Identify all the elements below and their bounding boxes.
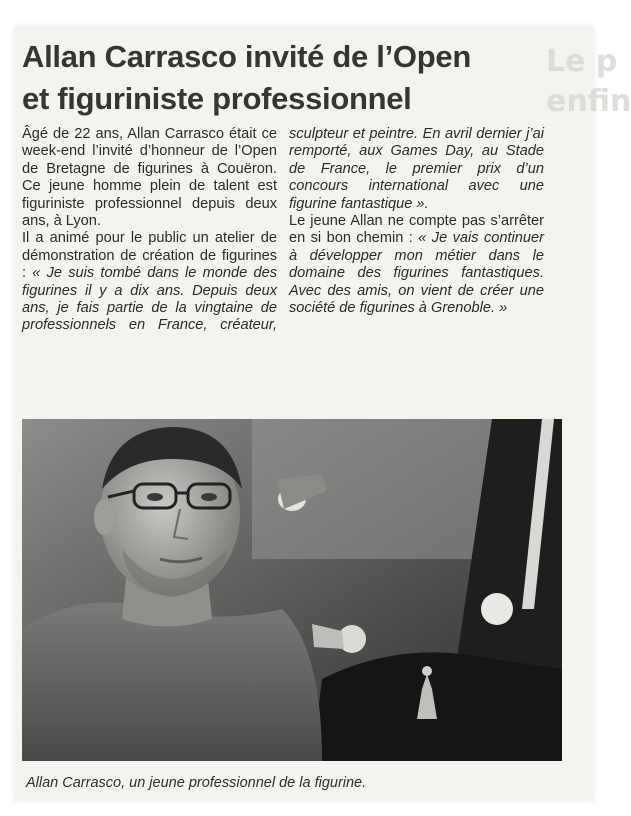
paragraph-3 <box>289 213 544 317</box>
newspaper-clipping <box>14 26 631 801</box>
bleed-line-1: Le p <box>546 44 618 79</box>
paragraph-3-intro: Le jeune Allan ne compte pas s’arrêter en si bon chemin : <box>289 213 544 247</box>
paragraph-1: Âgé de 22 ans, Allan Carrasco était ce week-end l’invité d’honneur de l’Open de Bretagne de figurines à Couëron. Ce jeune homme plein de talent est figuriniste professionnel depuis deux ans, à Lyon. <box>22 126 277 230</box>
photo-illustration <box>22 419 562 761</box>
paragraph-2-intro: Il a animé pour le public un atelier de démonstration de création de figurines : <box>22 230 277 282</box>
photo-caption: Allan Carrasco, un jeune professionnel de la figurine. <box>26 775 367 791</box>
paragraph-3-quote: « Je vais continuer à développer mon métier dans le domaine des figurines fantastiques. Avec des amis, on vient de créer une société de figurines à Grenoble. » <box>289 230 545 317</box>
headline-line-1: Allan Carrasco invité de l’Open <box>22 39 471 74</box>
article-photo <box>22 419 562 761</box>
headline <box>22 36 552 120</box>
article-body <box>22 126 544 416</box>
bleed-line-2: enfin <box>546 84 631 119</box>
headline-line-2: et figuriniste professionnel <box>22 81 412 116</box>
paragraph-2-quote: « Je suis tombé dans le monde des figurines il y a dix ans. Depuis deux ans, je fais partie de la vingtaine de professionnels en France, créateur, sculpteur et peintre. En avril dernier j’ai remporté, aux Games Day, au Stade de France, le premier prix d’un concours international avec une figurine fantastique ». <box>22 126 544 334</box>
